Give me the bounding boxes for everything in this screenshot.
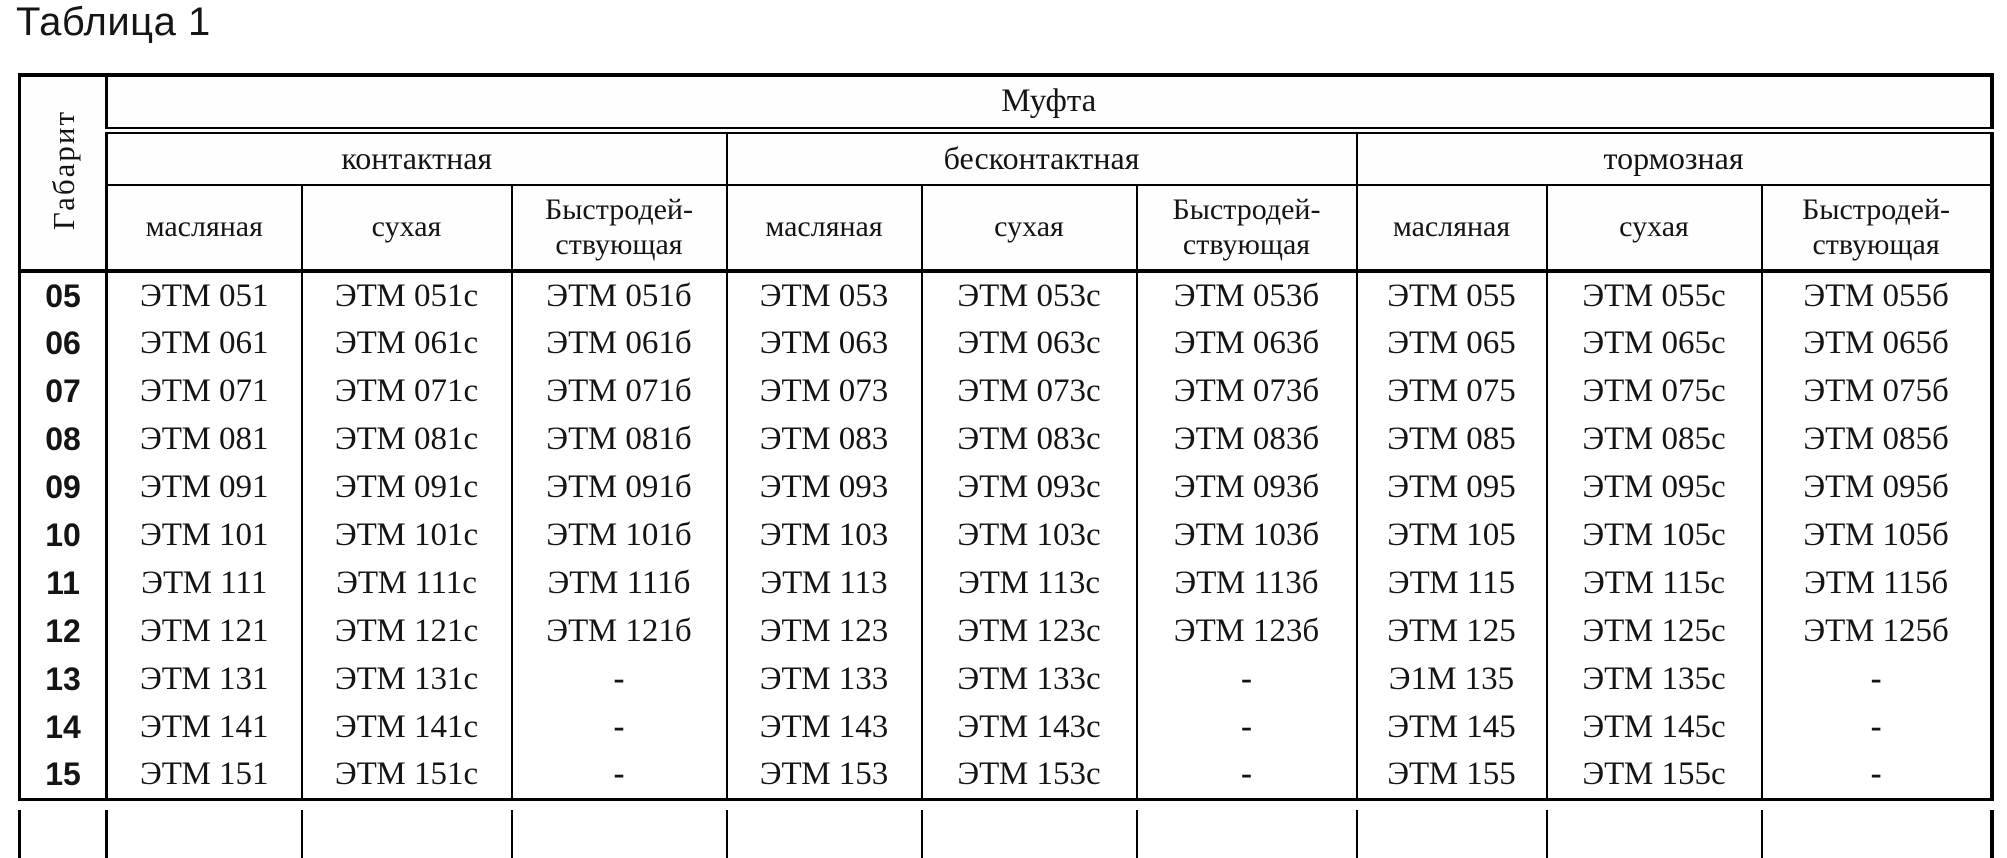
cell-contactless-oil: ЭТМ 143 <box>727 703 922 751</box>
cell-contactless-dry: ЭТМ 103с <box>922 511 1137 559</box>
cell-contact-fast: ЭТМ 061б <box>512 319 727 367</box>
cell-brake-fast: ЭТМ 105б <box>1762 511 1992 559</box>
cell-contact-oil: ЭТМ 071 <box>107 367 302 415</box>
cell-contact-dry: ЭТМ 071с <box>302 367 512 415</box>
couplings-table <box>18 73 1994 801</box>
continuation-cell <box>1547 810 1762 858</box>
cell-brake-dry: ЭТМ 075с <box>1547 367 1762 415</box>
cell-brake-dry: ЭТМ 135с <box>1547 655 1762 703</box>
subheader-dry: сухая <box>922 185 1137 271</box>
cell-contact-oil: ЭТМ 141 <box>107 703 302 751</box>
cell-brake-dry: ЭТМ 155с <box>1547 751 1762 799</box>
row-size-label: 14 <box>20 703 107 751</box>
cell-contactless-oil: ЭТМ 123 <box>727 607 922 655</box>
cell-brake-fast: - <box>1762 751 1992 799</box>
cell-contactless-oil: ЭТМ 153 <box>727 751 922 799</box>
cell-contactless-fast: ЭТМ 113б <box>1137 559 1357 607</box>
continuation-cell <box>922 810 1137 858</box>
cell-contactless-oil: ЭТМ 063 <box>727 319 922 367</box>
subheader-fast: Быстродей-ствующая <box>1137 185 1357 271</box>
table-title: Таблица 1 <box>16 0 211 44</box>
cell-contact-dry: ЭТМ 131с <box>302 655 512 703</box>
cell-brake-oil: ЭТМ 065 <box>1357 319 1547 367</box>
cell-contact-oil: ЭТМ 091 <box>107 463 302 511</box>
cell-brake-dry: ЭТМ 095с <box>1547 463 1762 511</box>
cell-contactless-dry: ЭТМ 123с <box>922 607 1137 655</box>
cell-contact-dry: ЭТМ 121с <box>302 607 512 655</box>
continuation-cell <box>727 810 922 858</box>
table-row <box>20 751 1992 799</box>
cell-contactless-dry: ЭТМ 113с <box>922 559 1137 607</box>
cell-contact-fast: - <box>512 703 727 751</box>
cell-contact-oil: ЭТМ 111 <box>107 559 302 607</box>
cell-brake-fast: ЭТМ 085б <box>1762 415 1992 463</box>
cell-contact-oil: ЭТМ 061 <box>107 319 302 367</box>
subheader-oil: масляная <box>1357 185 1547 271</box>
cell-contactless-fast: ЭТМ 063б <box>1137 319 1357 367</box>
table-row <box>20 607 1992 655</box>
cell-contactless-fast: - <box>1137 703 1357 751</box>
cell-contactless-dry: ЭТМ 153с <box>922 751 1137 799</box>
continuation-cell <box>1357 810 1547 858</box>
cell-brake-dry: ЭТМ 055с <box>1547 271 1762 319</box>
cell-contactless-fast: - <box>1137 655 1357 703</box>
cell-brake-dry: ЭТМ 125с <box>1547 607 1762 655</box>
cell-contactless-oil: ЭТМ 093 <box>727 463 922 511</box>
cell-contactless-oil: ЭТМ 053 <box>727 271 922 319</box>
cell-contactless-dry: ЭТМ 083с <box>922 415 1137 463</box>
cell-contactless-dry: ЭТМ 133с <box>922 655 1137 703</box>
cell-brake-oil: ЭТМ 105 <box>1357 511 1547 559</box>
table-row <box>20 655 1992 703</box>
table-row <box>20 511 1992 559</box>
continuation-cell <box>20 810 107 858</box>
cell-brake-fast: ЭТМ 095б <box>1762 463 1992 511</box>
table-row <box>20 271 1992 319</box>
cell-contact-fast: ЭТМ 071б <box>512 367 727 415</box>
table-row <box>20 367 1992 415</box>
group-header-brake: тормозная <box>1357 130 1992 185</box>
cell-brake-oil: ЭТМ 155 <box>1357 751 1547 799</box>
continuation-cell <box>107 810 302 858</box>
size-column-header-label: Габарит <box>45 110 81 231</box>
cell-brake-oil: Э1М 135 <box>1357 655 1547 703</box>
cell-contactless-fast: ЭТМ 103б <box>1137 511 1357 559</box>
row-size-label: 08 <box>20 415 107 463</box>
cell-contact-fast: ЭТМ 051б <box>512 271 727 319</box>
cell-contact-dry: ЭТМ 151с <box>302 751 512 799</box>
header-row-span <box>20 75 1992 130</box>
cell-contact-dry: ЭТМ 141с <box>302 703 512 751</box>
group-header-contactless: бесконтактная <box>727 130 1357 185</box>
continuation-row <box>20 810 1992 858</box>
cell-contact-dry: ЭТМ 081с <box>302 415 512 463</box>
cell-contact-dry: ЭТМ 111с <box>302 559 512 607</box>
cell-contact-fast: ЭТМ 101б <box>512 511 727 559</box>
cell-contactless-oil: ЭТМ 133 <box>727 655 922 703</box>
table-header <box>20 75 1992 271</box>
table-row <box>20 415 1992 463</box>
table-continuation <box>18 810 1994 858</box>
cell-brake-oil: ЭТМ 075 <box>1357 367 1547 415</box>
table-body <box>20 271 1992 799</box>
cell-brake-dry: ЭТМ 145с <box>1547 703 1762 751</box>
cell-contact-oil: ЭТМ 131 <box>107 655 302 703</box>
cell-brake-dry: ЭТМ 065с <box>1547 319 1762 367</box>
cell-contact-dry: ЭТМ 061с <box>302 319 512 367</box>
cell-brake-oil: ЭТМ 085 <box>1357 415 1547 463</box>
row-size-label: 11 <box>20 559 107 607</box>
cell-contactless-dry: ЭТМ 073с <box>922 367 1137 415</box>
cell-brake-fast: ЭТМ 125б <box>1762 607 1992 655</box>
row-size-label: 10 <box>20 511 107 559</box>
subheader-oil: масляная <box>727 185 922 271</box>
row-size-label: 07 <box>20 367 107 415</box>
row-size-label: 13 <box>20 655 107 703</box>
subheader-oil: масляная <box>107 185 302 271</box>
cell-contact-fast: ЭТМ 121б <box>512 607 727 655</box>
continuation-cell <box>1137 810 1357 858</box>
row-size-label: 06 <box>20 319 107 367</box>
table-row <box>20 463 1992 511</box>
cell-brake-oil: ЭТМ 115 <box>1357 559 1547 607</box>
table-row <box>20 319 1992 367</box>
cell-contactless-fast: ЭТМ 083б <box>1137 415 1357 463</box>
subheader-dry: сухая <box>302 185 512 271</box>
cell-contactless-dry: ЭТМ 093с <box>922 463 1137 511</box>
cell-brake-oil: ЭТМ 095 <box>1357 463 1547 511</box>
header-row-subtypes <box>20 185 1992 271</box>
cell-brake-fast: ЭТМ 115б <box>1762 559 1992 607</box>
cell-contactless-oil: ЭТМ 073 <box>727 367 922 415</box>
group-header-contact: контактная <box>107 130 727 185</box>
subheader-fast: Быстродей-ствующая <box>1762 185 1992 271</box>
continuation-cell <box>512 810 727 858</box>
continuation-cell <box>302 810 512 858</box>
cell-brake-dry: ЭТМ 105с <box>1547 511 1762 559</box>
cell-contact-oil: ЭТМ 121 <box>107 607 302 655</box>
coupling-span-header: Муфта <box>107 75 1992 130</box>
cell-contact-dry: ЭТМ 091с <box>302 463 512 511</box>
cell-contactless-fast: ЭТМ 053б <box>1137 271 1357 319</box>
cell-contact-dry: ЭТМ 051с <box>302 271 512 319</box>
cell-contactless-fast: ЭТМ 093б <box>1137 463 1357 511</box>
cell-brake-fast: ЭТМ 055б <box>1762 271 1992 319</box>
table-row <box>20 559 1992 607</box>
cell-brake-fast: - <box>1762 703 1992 751</box>
cell-contact-dry: ЭТМ 101с <box>302 511 512 559</box>
cell-brake-dry: ЭТМ 085с <box>1547 415 1762 463</box>
cell-contact-fast: ЭТМ 081б <box>512 415 727 463</box>
cell-contactless-oil: ЭТМ 113 <box>727 559 922 607</box>
subheader-fast: Быстродей-ствующая <box>512 185 727 271</box>
cell-brake-dry: ЭТМ 115с <box>1547 559 1762 607</box>
row-size-label: 15 <box>20 751 107 799</box>
cell-contactless-dry: ЭТМ 053с <box>922 271 1137 319</box>
cell-contact-fast: ЭТМ 091б <box>512 463 727 511</box>
row-size-label: 12 <box>20 607 107 655</box>
cell-contact-fast: - <box>512 655 727 703</box>
continuation-cell <box>1762 810 1992 858</box>
cell-contact-oil: ЭТМ 081 <box>107 415 302 463</box>
size-column-header <box>20 75 107 271</box>
row-size-label: 09 <box>20 463 107 511</box>
header-row-groups <box>20 130 1992 185</box>
cell-contactless-fast: - <box>1137 751 1357 799</box>
cell-contact-oil: ЭТМ 151 <box>107 751 302 799</box>
cell-brake-oil: ЭТМ 125 <box>1357 607 1547 655</box>
cell-contact-fast: - <box>512 751 727 799</box>
table-row <box>20 703 1992 751</box>
cell-contactless-oil: ЭТМ 083 <box>727 415 922 463</box>
row-size-label: 05 <box>20 271 107 319</box>
cell-contact-oil: ЭТМ 051 <box>107 271 302 319</box>
subheader-dry: сухая <box>1547 185 1762 271</box>
cell-brake-oil: ЭТМ 145 <box>1357 703 1547 751</box>
cell-contactless-fast: ЭТМ 073б <box>1137 367 1357 415</box>
cell-contactless-dry: ЭТМ 063с <box>922 319 1137 367</box>
cell-brake-fast: ЭТМ 065б <box>1762 319 1992 367</box>
cell-contactless-dry: ЭТМ 143с <box>922 703 1137 751</box>
cell-contact-oil: ЭТМ 101 <box>107 511 302 559</box>
cell-brake-oil: ЭТМ 055 <box>1357 271 1547 319</box>
cell-contact-fast: ЭТМ 111б <box>512 559 727 607</box>
cell-brake-fast: - <box>1762 655 1992 703</box>
cell-contactless-fast: ЭТМ 123б <box>1137 607 1357 655</box>
cell-contactless-oil: ЭТМ 103 <box>727 511 922 559</box>
cell-brake-fast: ЭТМ 075б <box>1762 367 1992 415</box>
